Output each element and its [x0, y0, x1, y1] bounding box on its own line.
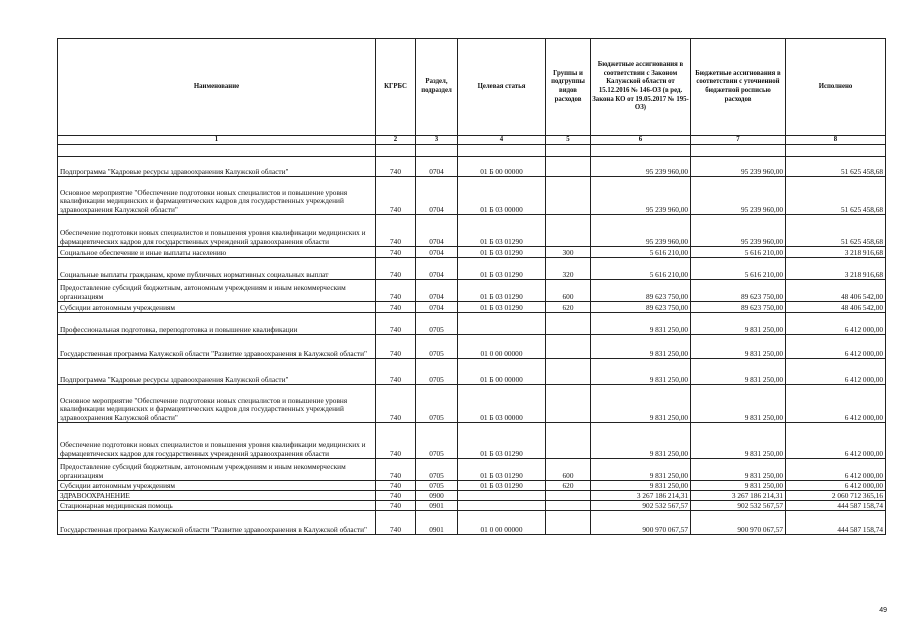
cell-refined-allocation: 9 831 250,00 — [691, 459, 786, 481]
cell-law-allocation: 9 831 250,00 — [591, 313, 691, 335]
cell-ktrbs: 740 — [376, 177, 416, 215]
col-number: 6 — [591, 136, 691, 145]
cell-law-allocation: 95 239 960,00 — [591, 215, 691, 247]
cell-refined-allocation: 900 970 067,57 — [691, 511, 786, 535]
cell-law-allocation: 9 831 250,00 — [591, 423, 691, 459]
cell-name: Государственная программа Калужской области "Развитие здравоохранения в Калужской области" — [58, 511, 376, 535]
cell-expense-group — [546, 215, 591, 247]
cell-ktrbs: 740 — [376, 335, 416, 359]
cell-target-article: 01 Б 03 01290 — [458, 280, 546, 302]
cell-section: 0704 — [416, 302, 458, 313]
cell-target-article: 01 0 00 00000 — [458, 335, 546, 359]
cell-ktrbs: 740 — [376, 501, 416, 511]
cell-refined-allocation: 5 616 210,00 — [691, 258, 786, 280]
cell-expense-group — [546, 359, 591, 385]
cell-name: Профессиональная подготовка, переподготовка и повышение квалификации — [58, 313, 376, 335]
table-row — [58, 359, 886, 385]
cell-section: 0705 — [416, 481, 458, 491]
cell-refined-allocation: 95 239 960,00 — [691, 177, 786, 215]
cell-name: Субсидии автономным учреждениям — [58, 481, 376, 491]
cell-target-article: 01 Б 03 01290 — [458, 215, 546, 247]
col-header-group: Группы и подгруппы видов расходов — [546, 39, 591, 136]
cell-executed: 6 412 000,00 — [786, 423, 886, 459]
table-row — [58, 385, 886, 423]
cell-executed: 51 625 458,68 — [786, 157, 886, 177]
col-number: 7 — [691, 136, 786, 145]
cell-law-allocation: 3 267 186 214,31 — [591, 491, 691, 501]
cell-name: Основное мероприятие "Обеспечение подготовки новых специалистов и повышение уровня квалификации медицинских и фармацевтических кадров для государственных учреждений здравоохранения Калужской области" — [58, 385, 376, 423]
table-row — [58, 423, 886, 459]
cell-law-allocation: 9 831 250,00 — [591, 335, 691, 359]
cell-name: Подпрограмма "Кадровые ресурсы здравоохранения Калужской области" — [58, 359, 376, 385]
cell-target-article — [458, 501, 546, 511]
cell-executed: 6 412 000,00 — [786, 335, 886, 359]
cell-section: 0704 — [416, 215, 458, 247]
cell-law-allocation: 95 239 960,00 — [591, 157, 691, 177]
cell-law-allocation: 9 831 250,00 — [591, 359, 691, 385]
cell-name: Стационарная медицинская помощь — [58, 501, 376, 511]
cell-section: 0705 — [416, 459, 458, 481]
cell-name: Предоставление субсидий бюджетным, автономным учреждениям и иным некоммерческим организациям — [58, 459, 376, 481]
cell-law-allocation: 9 831 250,00 — [591, 385, 691, 423]
cell-ktrbs: 740 — [376, 280, 416, 302]
cell-target-article: 01 Б 03 01290 — [458, 247, 546, 258]
table-row — [58, 302, 886, 313]
cell-refined-allocation: 9 831 250,00 — [691, 481, 786, 491]
table-row — [58, 459, 886, 481]
budget-table — [57, 38, 886, 535]
cell-refined-allocation: 5 616 210,00 — [691, 247, 786, 258]
cell-law-allocation: 900 970 067,57 — [591, 511, 691, 535]
cell-name: Социальные выплаты гражданам, кроме публичных нормативных социальных выплат — [58, 258, 376, 280]
cell-section: 0704 — [416, 157, 458, 177]
cell-name: Предоставление субсидий бюджетным, автономным учреждениям и иным некоммерческим организациям — [58, 280, 376, 302]
cell-target-article: 01 Б 03 01290 — [458, 459, 546, 481]
table-row — [58, 247, 886, 258]
cell-law-allocation: 89 623 750,00 — [591, 280, 691, 302]
cell-section: 0705 — [416, 423, 458, 459]
cell-section: 0705 — [416, 313, 458, 335]
cell-refined-allocation: 89 623 750,00 — [691, 302, 786, 313]
cell-name: Обеспечение подготовки новых специалистов и повышения уровня квалификации медицинских и фармацевтических кадров для государственных учреждений здравоохранения области — [58, 423, 376, 459]
cell-executed: 3 218 916,68 — [786, 247, 886, 258]
table-row — [58, 501, 886, 511]
cell-law-allocation: 5 616 210,00 — [591, 258, 691, 280]
cell-refined-allocation: 95 239 960,00 — [691, 157, 786, 177]
cell-executed: 6 412 000,00 — [786, 385, 886, 423]
cell-executed: 48 406 542,00 — [786, 280, 886, 302]
spacer-row — [58, 145, 886, 157]
cell-refined-allocation: 9 831 250,00 — [691, 359, 786, 385]
cell-law-allocation: 95 239 960,00 — [591, 177, 691, 215]
cell-ktrbs: 740 — [376, 491, 416, 501]
cell-ktrbs: 740 — [376, 157, 416, 177]
cell-expense-group: 600 — [546, 280, 591, 302]
col-header-refined: Бюджетные ассигнования в соответствии с уточненной бюджетной росписью расходов — [691, 39, 786, 136]
col-number: 5 — [546, 136, 591, 145]
col-header-target: Целевая статья — [458, 39, 546, 136]
cell-executed: 6 412 000,00 — [786, 481, 886, 491]
cell-target-article: 01 Б 03 01290 — [458, 423, 546, 459]
cell-ktrbs: 740 — [376, 481, 416, 491]
cell-executed: 6 412 000,00 — [786, 459, 886, 481]
cell-section: 0705 — [416, 385, 458, 423]
cell-ktrbs: 740 — [376, 459, 416, 481]
col-number: 1 — [58, 136, 376, 145]
cell-target-article: 01 Б 00 00000 — [458, 157, 546, 177]
cell-name: Государственная программа Калужской области "Развитие здравоохранения в Калужской области" — [58, 335, 376, 359]
cell-executed: 51 625 458,68 — [786, 177, 886, 215]
table-row — [58, 258, 886, 280]
cell-section: 0900 — [416, 491, 458, 501]
cell-executed: 2 060 712 365,16 — [786, 491, 886, 501]
cell-expense-group: 320 — [546, 258, 591, 280]
cell-expense-group: 620 — [546, 302, 591, 313]
cell-expense-group — [546, 501, 591, 511]
cell-target-article — [458, 491, 546, 501]
cell-target-article: 01 Б 03 01290 — [458, 481, 546, 491]
col-number: 4 — [458, 136, 546, 145]
cell-expense-group — [546, 511, 591, 535]
cell-refined-allocation: 9 831 250,00 — [691, 313, 786, 335]
cell-name: Обеспечение подготовки новых специалистов и повышения уровня квалификации медицинских и фармацевтических кадров для государственных учреждений здравоохранения области — [58, 215, 376, 247]
cell-ktrbs: 740 — [376, 215, 416, 247]
table-row — [58, 215, 886, 247]
table-row — [58, 313, 886, 335]
table-row — [58, 491, 886, 501]
col-number: 8 — [786, 136, 886, 145]
cell-law-allocation: 9 831 250,00 — [591, 459, 691, 481]
cell-executed: 444 587 158,74 — [786, 511, 886, 535]
cell-law-allocation: 902 532 567,57 — [591, 501, 691, 511]
col-header-name: Наименование — [58, 39, 376, 136]
cell-refined-allocation: 9 831 250,00 — [691, 385, 786, 423]
cell-executed: 6 412 000,00 — [786, 313, 886, 335]
cell-executed: 3 218 916,68 — [786, 258, 886, 280]
cell-expense-group — [546, 177, 591, 215]
cell-section: 0704 — [416, 280, 458, 302]
cell-ktrbs: 740 — [376, 385, 416, 423]
table-row — [58, 511, 886, 535]
cell-section: 0704 — [416, 258, 458, 280]
cell-section: 0705 — [416, 359, 458, 385]
cell-expense-group — [546, 335, 591, 359]
cell-target-article: 01 Б 03 00000 — [458, 385, 546, 423]
col-number: 3 — [416, 136, 458, 145]
table-row — [58, 157, 886, 177]
cell-target-article: 01 0 00 00000 — [458, 511, 546, 535]
cell-name: Основное мероприятие "Обеспечение подготовки новых специалистов и повышение уровня квалификации медицинских и фармацевтических кадров для государственных учреждений здравоохранения Калужской области" — [58, 177, 376, 215]
table-row — [58, 335, 886, 359]
cell-executed: 48 406 542,00 — [786, 302, 886, 313]
cell-refined-allocation: 89 623 750,00 — [691, 280, 786, 302]
col-number: 2 — [376, 136, 416, 145]
col-header-ktrbs: КГРБС — [376, 39, 416, 136]
cell-target-article: 01 Б 03 00000 — [458, 177, 546, 215]
header-row — [58, 39, 886, 136]
cell-expense-group: 300 — [546, 247, 591, 258]
cell-expense-group — [546, 423, 591, 459]
cell-ktrbs: 740 — [376, 359, 416, 385]
table-body — [58, 157, 886, 535]
cell-ktrbs: 740 — [376, 423, 416, 459]
cell-name: Социальное обеспечение и иные выплаты населению — [58, 247, 376, 258]
cell-executed: 51 625 458,68 — [786, 215, 886, 247]
cell-ktrbs: 740 — [376, 511, 416, 535]
cell-target-article: 01 Б 00 00000 — [458, 359, 546, 385]
cell-refined-allocation: 902 532 567,57 — [691, 501, 786, 511]
cell-name: ЗДРАВООХРАНЕНИЕ — [58, 491, 376, 501]
page-number: 49 — [879, 607, 887, 614]
cell-section: 0901 — [416, 511, 458, 535]
cell-expense-group: 600 — [546, 459, 591, 481]
cell-section: 0705 — [416, 335, 458, 359]
cell-law-allocation: 89 623 750,00 — [591, 302, 691, 313]
cell-ktrbs: 740 — [376, 247, 416, 258]
table-row — [58, 481, 886, 491]
cell-expense-group: 620 — [546, 481, 591, 491]
col-header-executed: Исполнено — [786, 39, 886, 136]
cell-target-article — [458, 313, 546, 335]
cell-law-allocation: 9 831 250,00 — [591, 481, 691, 491]
cell-executed: 444 587 158,74 — [786, 501, 886, 511]
cell-refined-allocation: 95 239 960,00 — [691, 215, 786, 247]
cell-ktrbs: 740 — [376, 258, 416, 280]
cell-name: Субсидии автономным учреждениям — [58, 302, 376, 313]
cell-section: 0901 — [416, 501, 458, 511]
cell-expense-group — [546, 491, 591, 501]
cell-target-article: 01 Б 03 01290 — [458, 302, 546, 313]
cell-name: Подпрограмма "Кадровые ресурсы здравоохранения Калужской области" — [58, 157, 376, 177]
cell-ktrbs: 740 — [376, 313, 416, 335]
cell-target-article: 01 Б 03 01290 — [458, 258, 546, 280]
cell-expense-group — [546, 385, 591, 423]
cell-expense-group — [546, 157, 591, 177]
col-header-law: Бюджетные ассигнования в соответствии с Законом Калужской области от 15.12.2016 № 146-ОЗ (в ред. Закона КО от 19.05.2017 № 195-ОЗ) — [591, 39, 691, 136]
cell-law-allocation: 5 616 210,00 — [591, 247, 691, 258]
cell-executed: 6 412 000,00 — [786, 359, 886, 385]
cell-refined-allocation: 9 831 250,00 — [691, 335, 786, 359]
cell-section: 0704 — [416, 177, 458, 215]
table-row — [58, 280, 886, 302]
cell-refined-allocation: 9 831 250,00 — [691, 423, 786, 459]
cell-section: 0704 — [416, 247, 458, 258]
cell-refined-allocation: 3 267 186 214,31 — [691, 491, 786, 501]
cell-ktrbs: 740 — [376, 302, 416, 313]
col-header-section: Раздел, подраздел — [416, 39, 458, 136]
cell-expense-group — [546, 313, 591, 335]
table-row — [58, 177, 886, 215]
column-number-row — [58, 136, 886, 145]
